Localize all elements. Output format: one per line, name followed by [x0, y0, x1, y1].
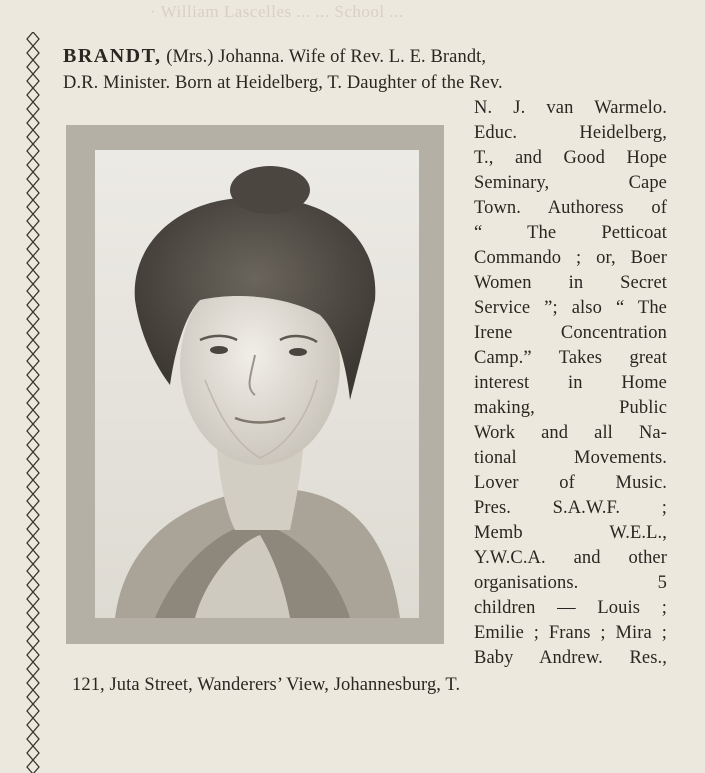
entry-surname: BRANDT, — [63, 45, 162, 67]
entry-heading-line — [63, 44, 486, 69]
bleed-through-text: · William Lascelles ... ... School ... — [150, 2, 404, 21]
entry-line: organisations. 5 — [474, 573, 667, 593]
entry-line: Baby Andrew. Res., — [474, 648, 667, 668]
entry-line: “ The Petticoat — [474, 223, 667, 243]
entry-line: Memb W.E.L., — [474, 523, 667, 543]
entry-line: Town. Authoress of — [474, 198, 667, 218]
entry-line: Camp.” Takes great — [474, 348, 667, 368]
entry-line: Seminary, Cape — [474, 173, 667, 193]
entry-line: Service ”; also “ The — [474, 298, 667, 318]
entry-line: Lover of Music. — [474, 473, 667, 493]
entry-line: children — Louis ; — [474, 598, 667, 618]
entry-title-text: (Mrs.) Johanna. Wife of Rev. L. E. Brandt, — [166, 47, 487, 67]
entry-line: Irene Concentration — [474, 323, 667, 343]
entry-line: Work and all Na- — [474, 423, 667, 443]
portrait-photo — [95, 150, 419, 618]
entry-line-last: 121, Juta Street, Wanderers’ View, Johannesburg, T. — [72, 675, 461, 695]
entry-line: Emilie ; Frans ; Mira ; — [474, 623, 667, 643]
entry-line: Educ. Heidelberg, — [474, 123, 667, 143]
entry-line: N. J. van Warmelo. — [474, 98, 667, 118]
entry-line: Pres. S.A.W.F. ; — [474, 498, 667, 518]
entry-line: Women in Secret — [474, 273, 667, 293]
entry-line: Y.W.C.A. and other — [474, 548, 667, 568]
entry-line: interest in Home — [474, 373, 667, 393]
decorative-border — [20, 32, 46, 773]
entry-line: Commando ; or, Boer — [474, 248, 667, 268]
entry-line: T., and Good Hope — [474, 148, 667, 168]
entry-line: tional Movements. — [474, 448, 667, 468]
entry-line: making, Public — [474, 398, 667, 418]
entry-line-full: D.R. Minister. Born at Heidelberg, T. Daughter of the Rev. — [63, 73, 503, 93]
